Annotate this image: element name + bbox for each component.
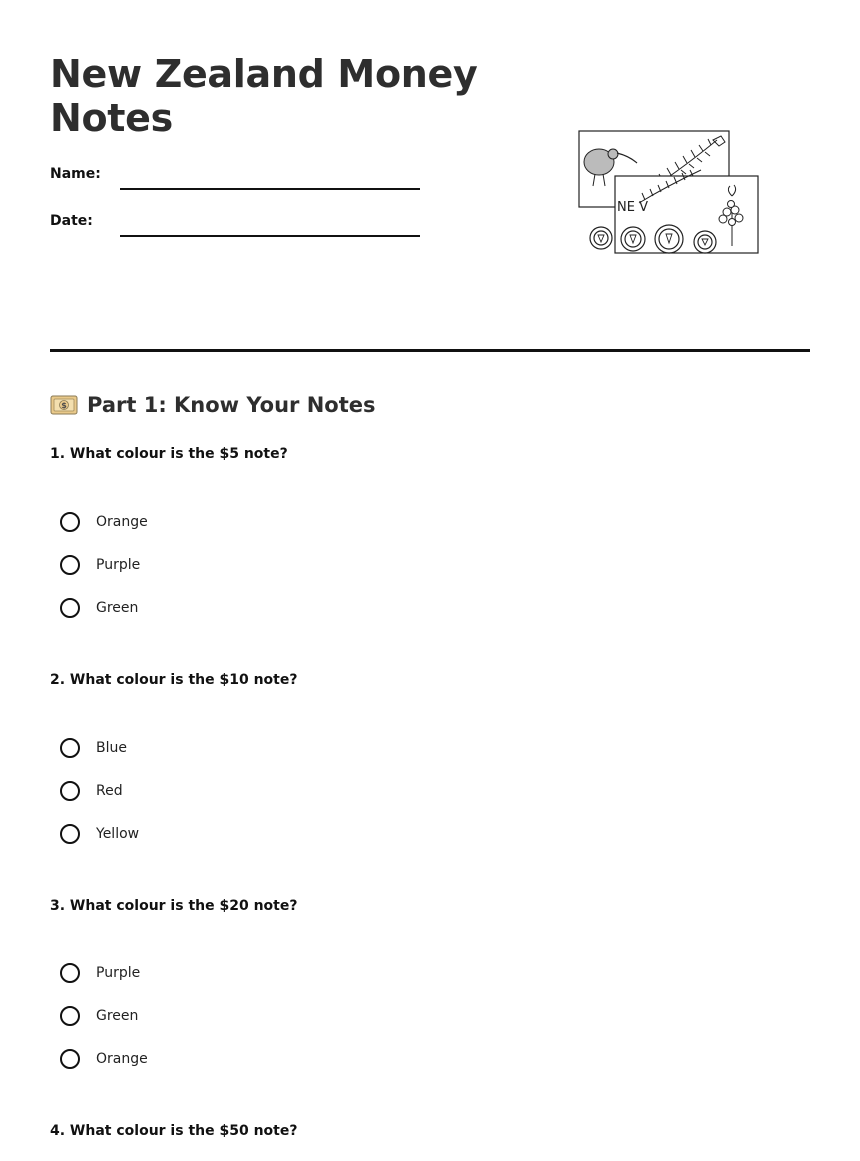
- question-2: 2. What colour is the $10 note?: [50, 672, 298, 688]
- name-label: Name:: [50, 166, 101, 182]
- q3-option-2[interactable]: [60, 1004, 138, 1028]
- nz-money-illustration: [577, 128, 761, 258]
- q2-option-2[interactable]: [60, 779, 123, 803]
- name-field-row: [50, 163, 420, 193]
- radio-button[interactable]: [60, 512, 80, 532]
- option-label: Purple: [96, 965, 141, 981]
- option-label: Purple: [96, 557, 141, 573]
- name-write-line[interactable]: [120, 188, 420, 190]
- q3-option-3[interactable]: [60, 1047, 148, 1071]
- option-label: Red: [96, 783, 123, 799]
- radio-button[interactable]: [60, 1049, 80, 1069]
- q3-option-1[interactable]: [60, 961, 140, 985]
- radio-button[interactable]: [60, 781, 80, 801]
- q1-option-2[interactable]: [60, 553, 140, 577]
- radio-button[interactable]: [60, 1006, 80, 1026]
- option-label: Yellow: [96, 826, 140, 842]
- option-label: Green: [96, 600, 139, 616]
- money-with-dollar-icon: [50, 395, 78, 415]
- radio-button[interactable]: [60, 824, 80, 844]
- option-label: Blue: [96, 740, 127, 756]
- date-label: Date:: [50, 213, 93, 229]
- question-3: 3. What colour is the $20 note?: [50, 898, 298, 914]
- question-1: 1. What colour is the $5 note?: [50, 446, 288, 462]
- section-title: Part 1: Know Your Notes: [87, 393, 376, 417]
- illustration-note-text: NE V: [617, 200, 648, 215]
- q2-option-3[interactable]: [60, 822, 139, 846]
- q1-option-3[interactable]: [60, 596, 138, 620]
- option-label: Orange: [96, 1051, 148, 1067]
- q1-option-1[interactable]: [60, 510, 148, 534]
- q2-option-1[interactable]: [60, 736, 127, 760]
- question-4: 4. What colour is the $50 note?: [50, 1123, 298, 1139]
- option-label: Orange: [96, 514, 148, 530]
- radio-button[interactable]: [60, 738, 80, 758]
- option-label: Green: [96, 1008, 139, 1024]
- section-divider: [50, 349, 810, 352]
- radio-button[interactable]: [60, 963, 80, 983]
- radio-button[interactable]: [60, 555, 80, 575]
- svg-text:$: $: [61, 401, 67, 410]
- page-title: New Zealand Money Notes: [50, 52, 478, 140]
- date-write-line[interactable]: [120, 235, 420, 237]
- section-heading: [50, 390, 376, 420]
- date-field-row: [50, 210, 420, 240]
- radio-button[interactable]: [60, 598, 80, 618]
